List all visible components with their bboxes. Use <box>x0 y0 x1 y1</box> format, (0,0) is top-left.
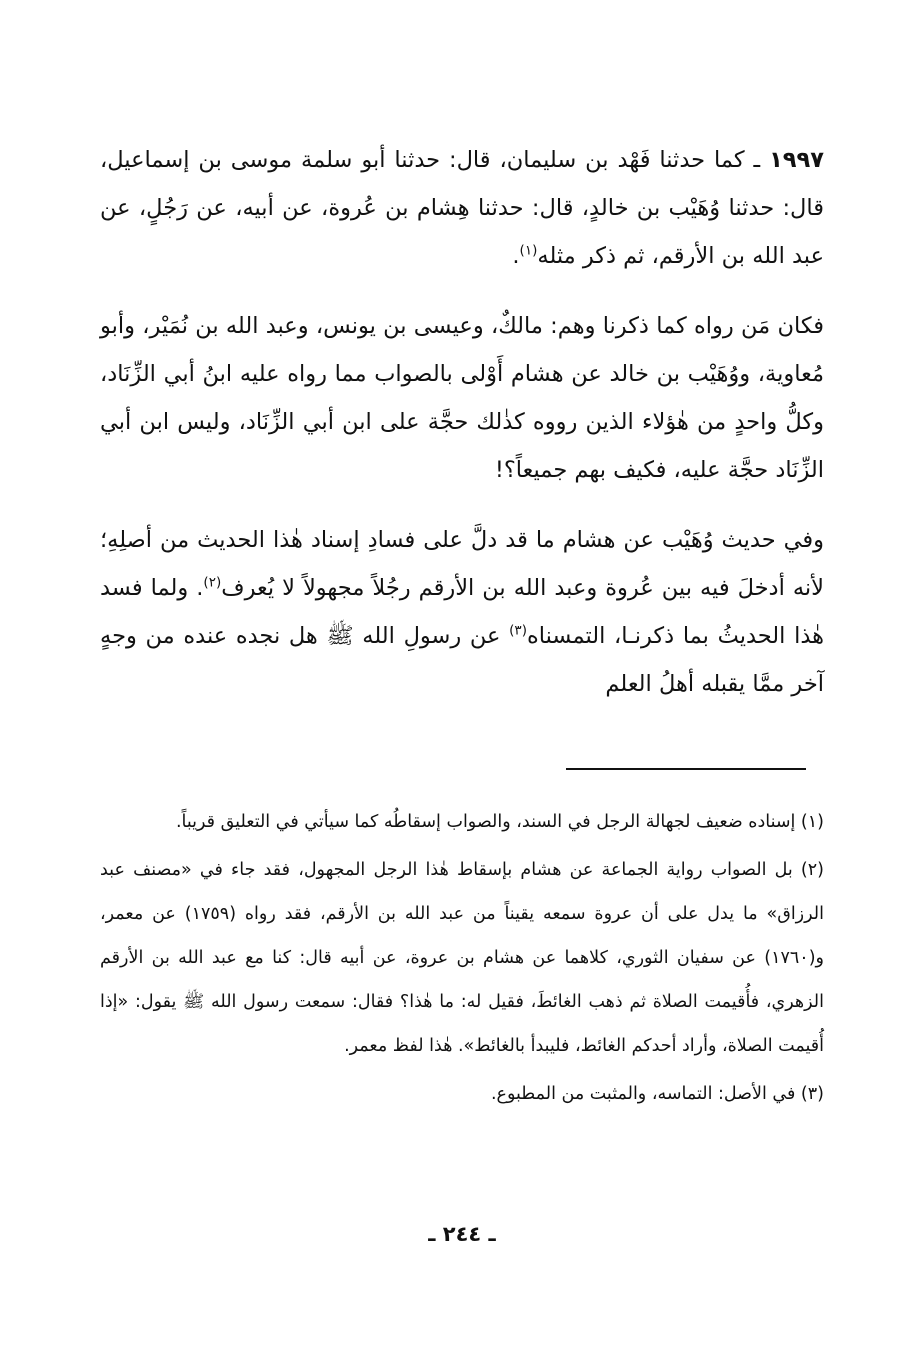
footnote-ref-3: (٣) <box>509 622 527 639</box>
commentary-text-3: عن رسولِ الله ﷺ هل نجده عنده من وجهٍ آخر ممَّا يقبله أهلُ العلم <box>100 623 824 697</box>
footnote-2: (٢) بل الصواب رواية الجماعة عن هشام بإسقاط هٰذا الرجل المجهول، فقد جاء في «مصنف عبد الرزاق» ما يدل على أن عروة سمعه يقيناً من عبد الله بن الأرقم، فقد رواه (١٧٥٩) عن معمر، و(١٧٦٠) عن سفيان الثوري، كلاهما عن هشام بن عروة، عن أبيه قال: كنا مع عبد الله بن الأرقم الزهري، فأُقيمت الصلاة ثم ذهب الغائطَ، فقيل له: ما هٰذا؟ فقال: سمعت رسول الله ﷺ يقول: «إذا أُقيمت الصلاة، وأراد أحدكم الغائط، فليبدأ بالغائط». هٰذا لفظ معمر. <box>100 860 824 1056</box>
footnote-3: (٣) في الأصل: التماسه، والمثبت من المطبوع. <box>490 1084 824 1104</box>
footnote-ref-2: (٢) <box>203 574 222 591</box>
hadith-end: . <box>512 243 520 269</box>
commentary-text-2: . ولما فسد هٰذا الحديثُ بما ذكرنـا، التمسناه <box>100 575 825 649</box>
footnote-separator <box>566 768 806 770</box>
main-text <box>100 136 824 730</box>
commentary-paragraph-1: فكان مَن رواه كما ذكرنا وهم: مالكٌ، وعيسى بن يونس، وعبد الله بن نُمَيْر، وأبو مُعاوية، ووُهَيْب بن خالد عن هشام أَوْلى بالصواب مما رواه عليه ابنُ أبي الزِّنَاد، وكلُّ واحدٍ من هٰؤلاء الذين رووه كذٰلك حجَّة على ابن أبي الزِّنَاد، وليس ابن أبي الزِّنَاد حجَّة عليه، فكيف بهم جميعاً؟! <box>100 313 824 483</box>
page-number: ـ ٢٤٤ ـ <box>428 1222 496 1246</box>
footnotes <box>100 800 824 1120</box>
footnote-ref-1: (١) <box>519 242 538 259</box>
hadith-number: ١٩٩٧ <box>769 147 824 173</box>
commentary-paragraph-2 <box>100 516 824 708</box>
commentary-text-1: وفي حديث وُهَيْب عن هشام ما قد دلَّ على فسادِ إسناد هٰذا الحديث من أصلِهِ؛ لأنه أدخلَ فيه بين عُروة وعبد الله بن الأرقم رجُلاً مجهولاً لا يُعرف <box>100 527 824 601</box>
hadith-text: ـ كما حدثنا فَهْد بن سليمان، قال: حدثنا أبو سلمة موسى بن إسماعيل، قال: حدثنا وُهَيْب بن خالدٍ، قال: حدثنا هِشام بن عُروة، عن أبيه، عن رَجُلٍ، عن عبد الله بن الأرقم، ثم ذكر مثله <box>100 147 824 269</box>
footnote-1: (١) إسناده ضعيف لجهالة الرجل في السند، والصواب إسقاطُه كما سيأتي في التعليق قريباً. <box>175 812 824 832</box>
hadith-paragraph <box>100 136 824 280</box>
